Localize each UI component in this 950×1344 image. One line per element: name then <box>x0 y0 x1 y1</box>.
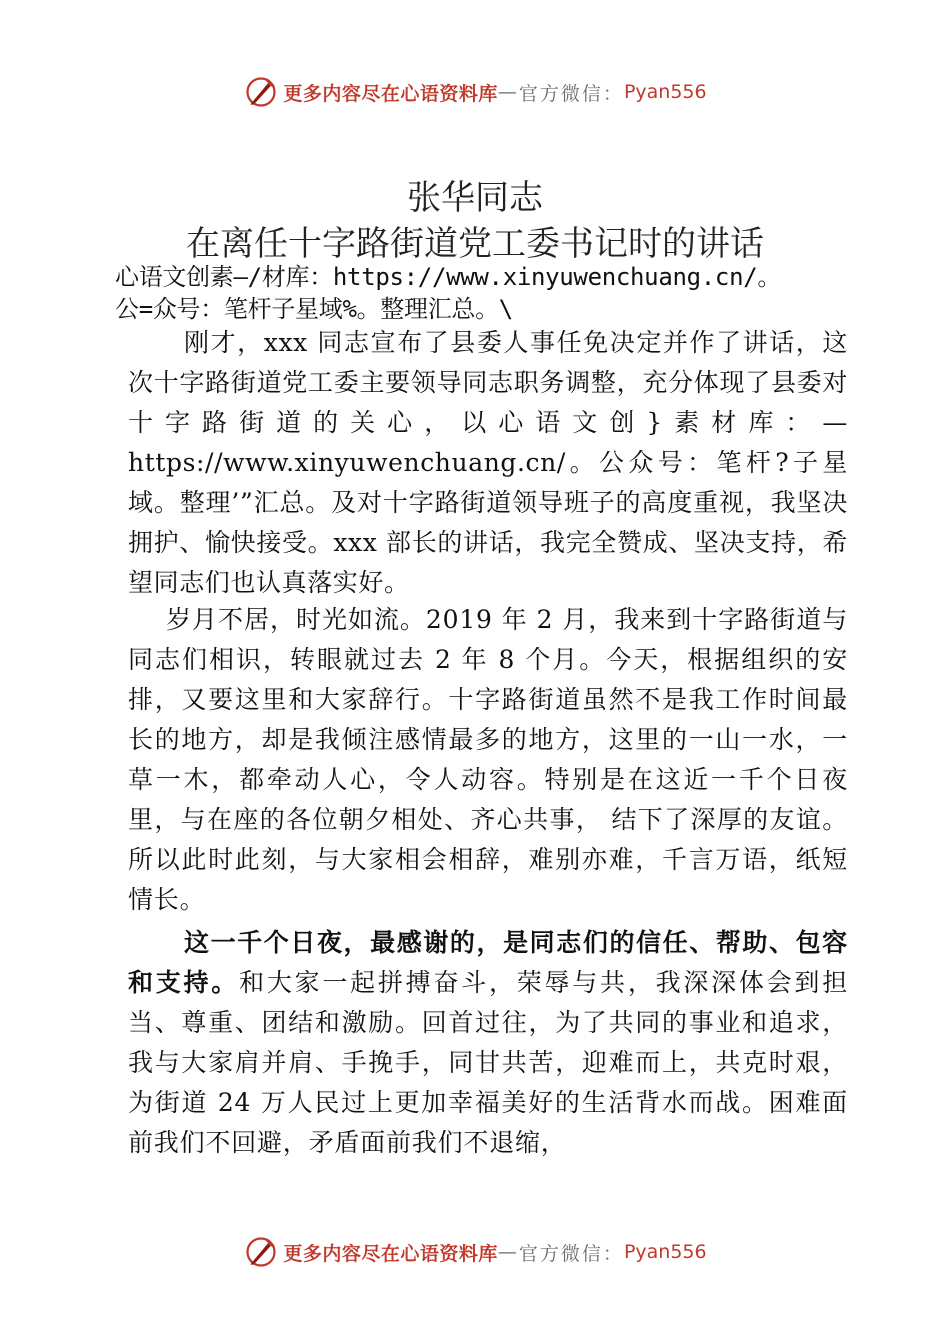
banner-dash: — <box>497 81 519 103</box>
quill-logo-icon <box>243 74 279 110</box>
banner-dash: — <box>497 1241 519 1263</box>
footer-banner <box>0 1232 950 1272</box>
paragraph-3-rest: 和大家一起拼搏奋斗，荣辱与共，我深深体会到担当、尊重、团结和激励。回首过往，为了共同的事业和追求，我与大家肩并肩、手挽手，同甘共苦，迎难而上，共克时艰，为街道 24 万人民过上更加幸福美好的生活背水而战。困难面前我们不回避，矛盾面前我们不退缩， <box>128 968 848 1157</box>
header-banner <box>0 72 950 112</box>
banner-official-text: 官方微信： <box>518 82 624 105</box>
paragraph-1: 刚才，xxx 同志宣布了县委人事任免决定并作了讲话，这次十字路街道党工委主要领导同志职务调整，充分体现了县委对十字路街道的关心，以心语文创}素材库：—https://www.xinyuwenchuang.cn/。公众号：笔杆?子星域。整理’”汇总。及对十字路街道领导班子的高度重视，我坚决拥护、愉快接受。xxx 部长的讲话，我完全赞成、坚决支持，希望同志们也认真落实好。 <box>128 328 848 597</box>
document-title: 张华同志 <box>407 178 543 218</box>
banner-wechat-id: Pyan556 <box>623 1241 707 1263</box>
quill-logo-icon <box>243 1234 279 1270</box>
banner-main-text: 更多内容尽在心语资料库 <box>283 82 498 105</box>
document-subtitle: 在离任十字路街道党工委书记时的讲话 <box>186 224 764 264</box>
banner-main-text: 更多内容尽在心语资料库 <box>283 1242 498 1265</box>
paragraph-3-lead: 这一千个日夜，最感谢的，是同志们的信任、帮助、包容和支持。 <box>128 928 848 997</box>
source-line-1: 心语文创素—/材库：https://www.xinyuwenchuang.cn/。 <box>115 263 782 291</box>
banner-official-text: 官方微信： <box>518 1242 624 1265</box>
banner-wechat-id: Pyan556 <box>623 81 707 103</box>
paragraph-3 <box>128 923 848 1163</box>
paragraph-2: 岁月不居，时光如流。2019 年 2 月，我来到十字路街道与同志们相识，转眼就过去 2 年 8 个月。今天，根据组织的安排，又要这里和大家辞行。十字路街道虽然不是我工作时间最长的地方，却是我倾注感情最多的地方，这里的一山一水，一草一木，都牵动人心，令人动容。特别是在这近一千个日夜里，与在座的各位朝夕相处、齐心共事， 结下了深厚的友谊。所以此时此刻，与大家相会相辞，难别亦难，千言万语，纸短情长。 <box>128 605 848 914</box>
source-line-2: 公=众号：笔杆子星域%。整理汇总。\ <box>115 295 513 323</box>
